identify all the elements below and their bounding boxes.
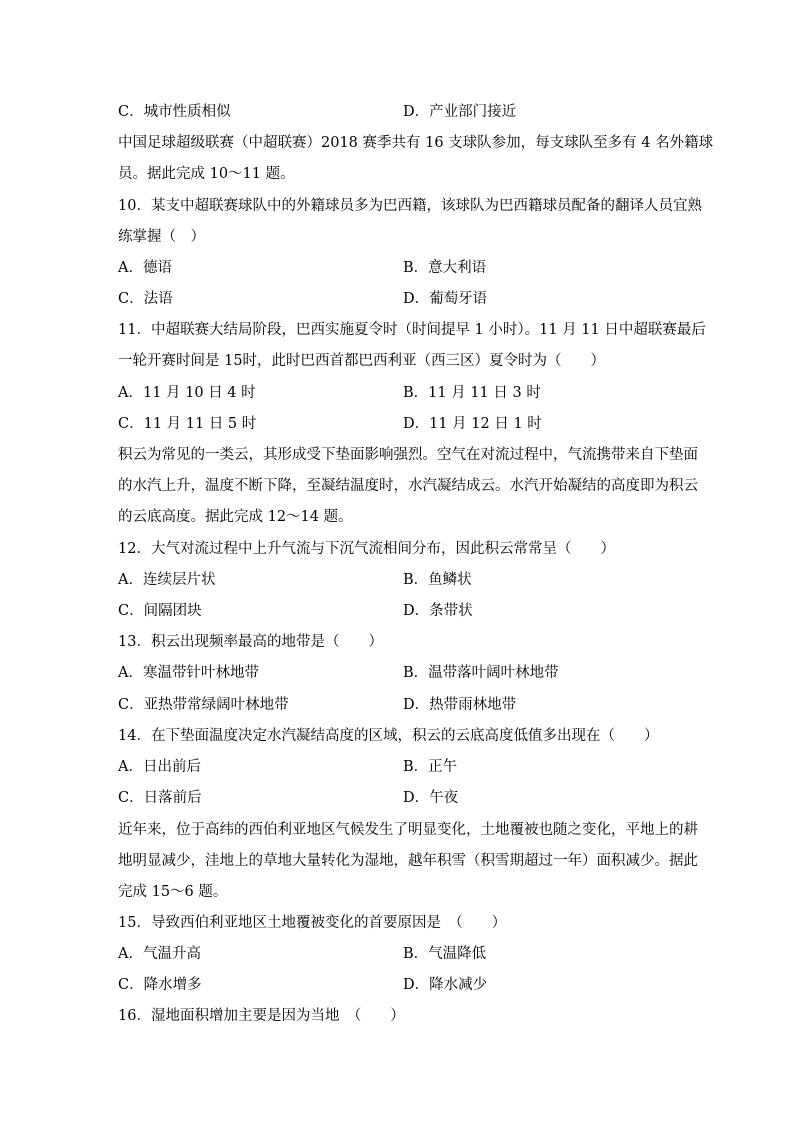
passage-12-14-line3: 的云底高度。据此完成 12～14 题。	[118, 509, 353, 525]
q14-options-cd	[118, 788, 678, 808]
q12-option-d: D．条带状	[403, 603, 473, 619]
q15-options-ab	[118, 944, 678, 964]
q13-option-d: D．热带雨林地带	[403, 697, 517, 713]
passage-10-11-line2: 员。据此完成 10～11 题。	[118, 166, 295, 182]
q15-option-d: D．降水减少	[403, 977, 488, 993]
q12-stem: 12．大气对流过程中上升气流与下沉气流相间分布，因此积云常常呈（ ）	[118, 541, 615, 557]
q10-stem-line2: 练掌握（ ）	[118, 229, 205, 245]
q13-options-cd	[118, 695, 678, 715]
q10-options-ab	[118, 258, 678, 278]
passage-12-14-line2: 的水汽上升，温度不断下降，至凝结温度时，水汽凝结成云。水汽开始凝结的高度即为积云	[118, 478, 698, 494]
passage-15-16-line1: 近年来，位于高纬的西伯利亚地区气候发生了明显变化，土地覆被也随之变化，平地上的耕	[118, 822, 698, 838]
q11-option-d: D．11 月 12 日 1 时	[403, 416, 542, 432]
q14-option-d: D．午夜	[403, 790, 459, 806]
q13-stem: 13．积云出现频率最高的地带是（ ）	[118, 634, 383, 650]
q10-option-b: B．意大利语	[403, 260, 487, 276]
passage-10-11-line1: 中国足球超级联赛（中超联赛）2018 赛季共有 16 支球队参加，每支球队至多有 4 名外籍球	[118, 135, 714, 151]
q12-option-c: C．间隔团块	[118, 603, 202, 619]
q15-stem: 15．导致西伯利亚地区土地覆被变化的首要原因是 （ ）	[118, 915, 507, 931]
q14-options-ab	[118, 757, 678, 777]
q16-stem: 16．湿地面积增加主要是因为当地 （ ）	[118, 1008, 405, 1024]
q13-option-b: B．温带落叶阔叶林地带	[403, 665, 559, 681]
q12-option-a: A．连续层片状	[118, 572, 216, 588]
q14-option-b: B．正午	[403, 759, 458, 775]
q9-option-d: D．产业部门接近	[403, 104, 517, 120]
q9-option-c: C．城市性质相似	[118, 104, 231, 120]
q10-option-c: C．法语	[118, 291, 173, 307]
passage-12-14-line1: 积云为常见的一类云，其形成受下垫面影响强烈。空气在对流过程中，气流携带来自下垫面	[118, 447, 698, 463]
q11-option-c: C．11 月 11 日 5 时	[118, 416, 257, 432]
q10-option-d: D．葡萄牙语	[403, 291, 488, 307]
passage-15-16-line2: 地明显减少，洼地上的草地大量转化为湿地，越年积雪（积雪期超过一年）面积减少。据此	[118, 853, 698, 869]
passage-15-16-line3: 完成 15～6 题。	[118, 884, 228, 900]
q14-stem: 14．在下垫面温度决定水汽凝结高度的区域，积云的云底高度低值多出现在（ ）	[118, 728, 659, 744]
q11-options-cd	[118, 414, 678, 434]
q12-option-b: B．鱼鳞状	[403, 572, 472, 588]
q11-stem-line2: 一轮开赛时间是 15时，此时巴西首都巴西利亚（西三区）夏令时为（ ）	[118, 353, 606, 369]
q12-options-cd	[118, 601, 678, 621]
q13-options-ab	[118, 663, 678, 683]
q11-option-a: A．11 月 10 日 4 时	[118, 385, 256, 401]
q14-option-a: A．日出前后	[118, 759, 201, 775]
q14-option-c: C．日落前后	[118, 790, 202, 806]
q9-options-cd	[118, 102, 678, 122]
q15-option-b: B．气温降低	[403, 946, 487, 962]
q10-stem-line1: 10．某支中超联赛球队中的外籍球员多为巴西籍，该球队为巴西籍球员配备的翻译人员宜熟	[118, 198, 702, 214]
q10-option-a: A．德语	[118, 260, 172, 276]
q13-option-c: C．亚热带常绿阔叶林地带	[118, 697, 289, 713]
q11-options-ab	[118, 383, 678, 403]
q11-option-b: B．11 月 11 日 3 时	[403, 385, 541, 401]
q10-options-cd	[118, 289, 678, 309]
q15-options-cd	[118, 975, 678, 995]
q15-option-a: A．气温升高	[118, 946, 201, 962]
q12-options-ab	[118, 570, 678, 590]
q15-option-c: C．降水增多	[118, 977, 202, 993]
q11-stem-line1: 11．中超联赛大结局阶段，巴西实施夏令时（时间提早 1 小时）。11 月 11 日中超联赛最后	[118, 322, 706, 338]
q13-option-a: A．寒温带针叶林地带	[118, 665, 259, 681]
